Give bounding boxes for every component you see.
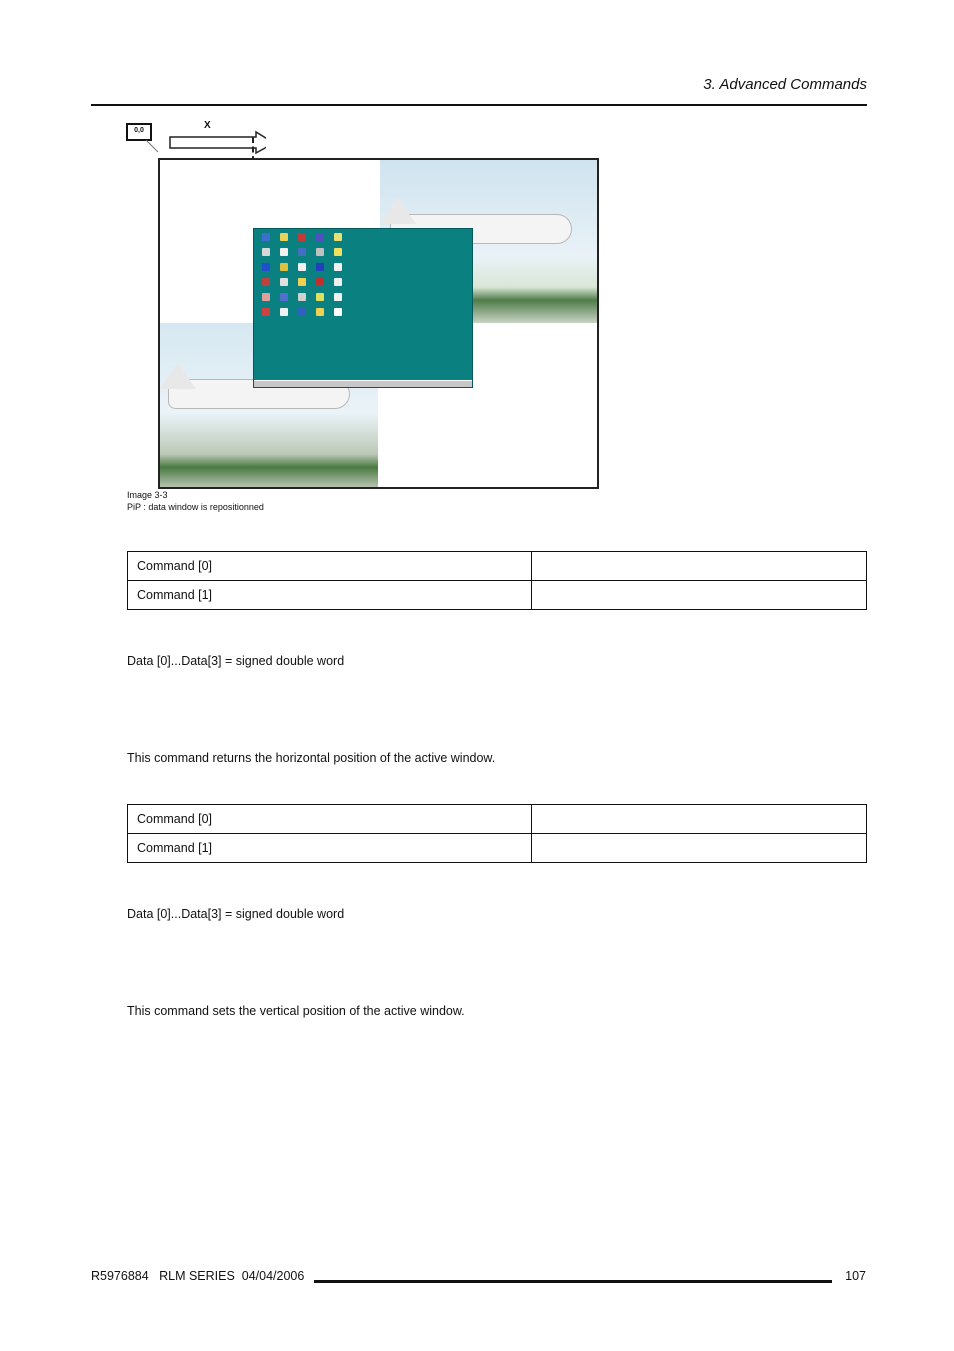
table-cell: Command [0]: [128, 552, 532, 581]
table-row: [128, 581, 867, 610]
section-title: 3. Advanced Commands: [703, 76, 867, 93]
figure-caption: [127, 489, 264, 513]
table-cell: Command [1]: [128, 834, 532, 863]
page-number: 107: [845, 1269, 866, 1283]
table-row: [128, 805, 867, 834]
taskbar: [254, 380, 472, 387]
desktop-icons: [258, 232, 346, 322]
footer-doc-id: R5976884 RLM SERIES 04/04/2006: [91, 1269, 305, 1283]
table-cell: Command [0]: [128, 805, 532, 834]
screen-frame: [158, 158, 599, 489]
data-description: Data [0]...Data[3] = signed double word: [127, 907, 345, 921]
table-cell: [532, 552, 867, 581]
data-description: Data [0]...Data[3] = signed double word: [127, 654, 345, 668]
table-cell: [532, 581, 867, 610]
table-row: [128, 834, 867, 863]
header-rule: [91, 104, 867, 106]
table-cell: [532, 805, 867, 834]
footer-rule: [314, 1280, 832, 1283]
command-table-1: [127, 551, 867, 610]
data-window: [253, 228, 473, 388]
pip-figure: [120, 116, 610, 491]
command-table-2: [127, 804, 867, 863]
table-cell: [532, 834, 867, 863]
caption-text: PiP : data window is repositionned: [127, 502, 264, 512]
x-label: X: [204, 120, 211, 131]
command-description: This command returns the horizontal position of the active window.: [127, 751, 496, 765]
origin-label: 0,0: [126, 123, 152, 141]
command-description: This command sets the vertical position of the active window.: [127, 1004, 465, 1018]
table-row: [128, 552, 867, 581]
caption-number: Image 3-3: [127, 490, 168, 500]
table-cell: Command [1]: [128, 581, 532, 610]
